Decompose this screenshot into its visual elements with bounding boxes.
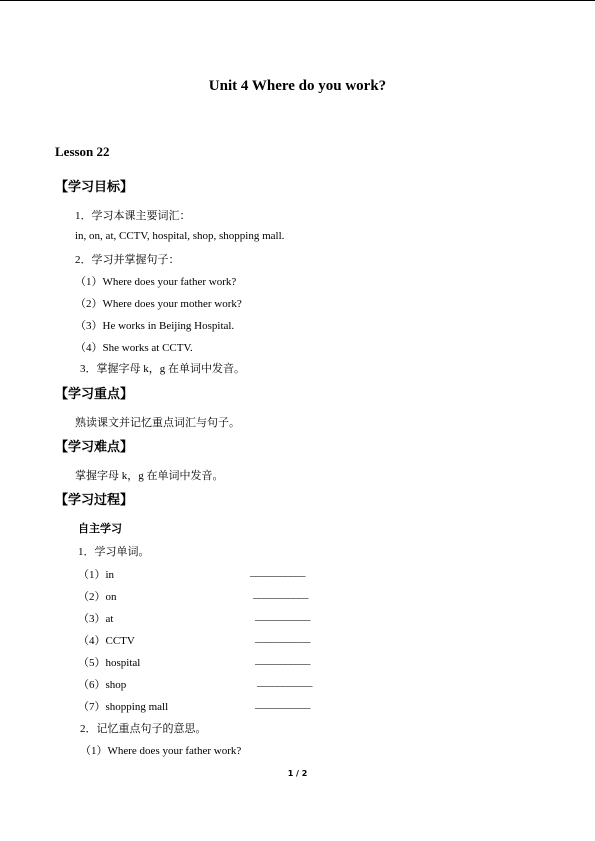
key-points-heading: 【学习重点】 bbox=[55, 387, 134, 402]
key-points-text: 熟读课文并记忆重点词汇与句子。 bbox=[75, 417, 240, 429]
goals-heading: 【学习目标】 bbox=[55, 180, 134, 195]
word-label: （3）at bbox=[78, 613, 114, 625]
goal-line: 1．学习本课主要词汇： bbox=[75, 210, 191, 222]
word-label: （2）on bbox=[78, 591, 117, 603]
page-number: 1 / 2 bbox=[287, 769, 308, 778]
answer-blank: ___________ bbox=[255, 698, 310, 710]
answer-blank: ___________ bbox=[255, 632, 310, 644]
word-label: （5）hospital bbox=[78, 657, 141, 669]
answer-blank: ___________ bbox=[257, 676, 312, 688]
goal-line: in, on, at, CCTV, hospital, shop, shopping mall. bbox=[75, 230, 285, 242]
top-border-line bbox=[0, 0, 595, 1]
answer-blank: ___________ bbox=[250, 566, 305, 578]
word-label: （1）in bbox=[78, 569, 115, 581]
process-item: 1．学习单词。 bbox=[78, 546, 150, 558]
word-label: （7）shopping mall bbox=[78, 701, 169, 713]
page-title: Unit 4 Where do you work? bbox=[208, 78, 387, 94]
word-label: （4）CCTV bbox=[78, 635, 135, 647]
goal-line: （4）She works at CCTV. bbox=[75, 342, 193, 354]
goal-line: 3．掌握字母 k，g 在单词中发音。 bbox=[80, 363, 245, 375]
goal-line: （2）Where does your mother work? bbox=[75, 298, 242, 310]
process-item: 2．记忆重点句子的意思。 bbox=[80, 723, 207, 735]
answer-blank: ___________ bbox=[253, 588, 308, 600]
answer-blank: ___________ bbox=[255, 654, 310, 666]
goal-line: （1）Where does your father work? bbox=[75, 276, 237, 288]
lesson-heading: Lesson 22 bbox=[55, 144, 110, 159]
process-heading: 【学习过程】 bbox=[55, 493, 134, 508]
sentence-item: （1）Where does your father work? bbox=[80, 745, 242, 757]
goal-line: 2．学习并掌握句子： bbox=[75, 254, 180, 266]
difficult-points-text: 掌握字母 k，g 在单词中发音。 bbox=[75, 470, 224, 482]
answer-blank: ___________ bbox=[255, 610, 310, 622]
word-label: （6）shop bbox=[78, 679, 127, 691]
self-study-subheading: 自主学习 bbox=[78, 522, 122, 535]
difficult-points-heading: 【学习难点】 bbox=[55, 440, 134, 455]
goal-line: （3）He works in Beijing Hospital. bbox=[75, 320, 235, 332]
